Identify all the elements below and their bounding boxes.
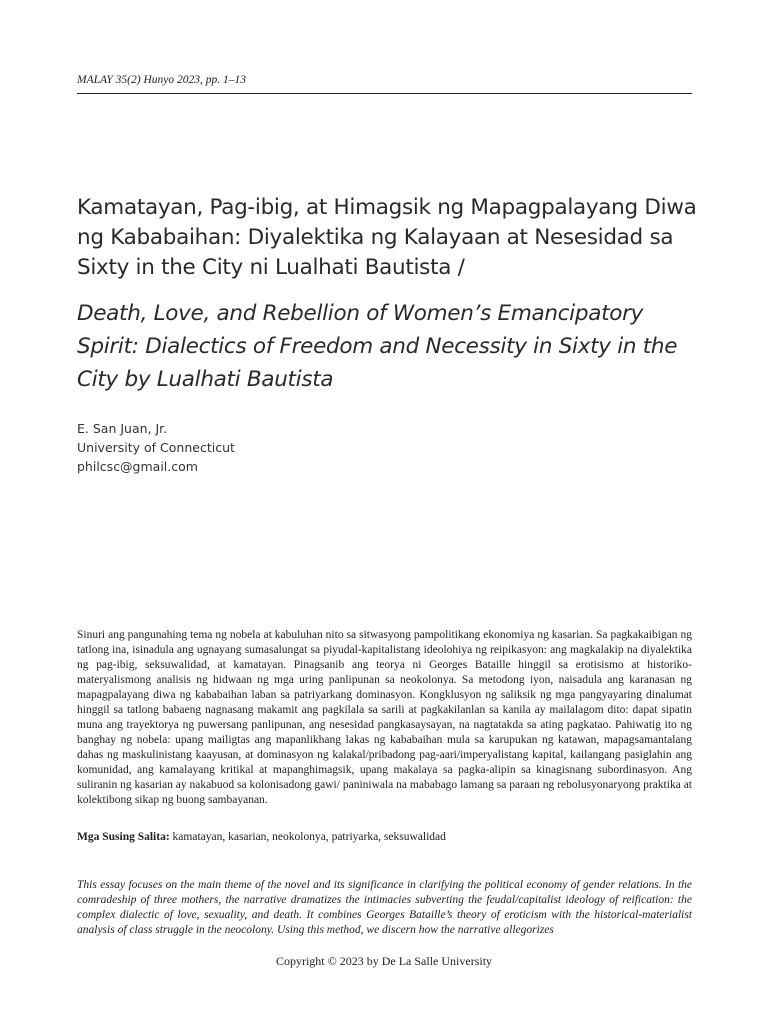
article-title-english: Death, Love, and Rebellion of Women’s Emancipatory Spirit: Dialectics of Freedom and Necessity in Sixty in the City by Lualhati Bautista — [77, 301, 678, 392]
author-email[interactable]: philcsc@gmail.com — [77, 459, 198, 474]
journal-header: MALAY 35(2) Hunyo 2023, pp. 1–13 — [77, 74, 246, 86]
keywords — [77, 831, 692, 843]
author-name: E. San Juan, Jr. — [77, 421, 168, 436]
author-block — [77, 419, 235, 476]
header-rule — [77, 93, 692, 94]
abstract-english: This essay focuses on the main theme of the novel and its significance in clarifying the political economy of gender relations. In the comradeship of three mothers, the narrative dramatizes the intimacies subverting the feudal/capitalist ideology of reification: the complex dialectic of love, sexuality, and death. It combines Georges Bataille’s theory of eroticism with the historical-materialist analysis of class struggle in the neocolony. Using this method, we discern how the narrative allegorizes — [77, 879, 692, 936]
article-title-filipino: Kamatayan, Pag-ibig, at Himagsik ng Mapagpalayang Diwa ng Kababaihan: Diyalektika ng Kalayaan at Nesesidad sa Sixty in the City ni Lualhati Bautista / — [77, 195, 697, 280]
keywords-list: kamatayan, kasarian, neokolonya, patriyarka, seksuwalidad — [172, 831, 446, 843]
abstract-filipino: Sinuri ang pangunahing tema ng nobela at kabuluhan nito sa sitwasyong pampolitikang ekonomiya ng kasarian. Sa pagkakaibigan ng tatlong ina, isinadula ang ugnayang sumasalungat sa piyudal-kapitalistang ideolohiya ng reipikasyon: ang magkalakip na diyalektika ng pag-ibig, seksuwalidad, at kamatayan. Pinagsanib ang teorya ni Georges Bataille hinggil sa erotisismo at historiko-materyalismong analisis ng hidwaan ng mga uring panlipunan sa neokolonya. Sa metodong iyon, naisadula ang karanasan ng mapagpalayang diwa ng kababaihan laban sa patriyarkang dominasyon. Kongklusyon ng saliksik ng mga pangyayaring dinalumat hinggil sa tatlong babaeng nagnasang makamit ang pagkilala sa sarili at pagkakilanlan sa kanila ay mailalagom dito: dapat sipatin muna ang trayektorya ng puwersang panlipunan, ang nesesidad pangkasaysayan, na nagtatakda sa ating pagkatao. Pahiwatig ito ng banghay ng nobela: upang mailigtas ang mapanlikhang lakas ng kababaihan mula sa karupukan ng katawan, mapagsamantalang dahas ng maskulinistang kaayusan, at dominasyon ng kalakal/pribadong pag-aari/imperyalistang kapital, kailangang pasiglahin ang komunidad, ang kamalayang kritikal at mapanghimagsik, upang makalaya sa pagka-alipin sa kinagisnang subordinasyon. Ang suliranin ng kasarian ay nakabuod sa kolonisadong gawi/ paniniwala na mababago lamang sa paraan ng rebolusyonaryong praktika at kolektibong sikap ng buong sambayanan. — [77, 629, 692, 806]
copyright-footer: Copyright © 2023 by De La Salle University — [275, 954, 493, 968]
keywords-label: Mga Susing Salita: — [77, 831, 170, 843]
author-affiliation: University of Connecticut — [77, 440, 235, 455]
